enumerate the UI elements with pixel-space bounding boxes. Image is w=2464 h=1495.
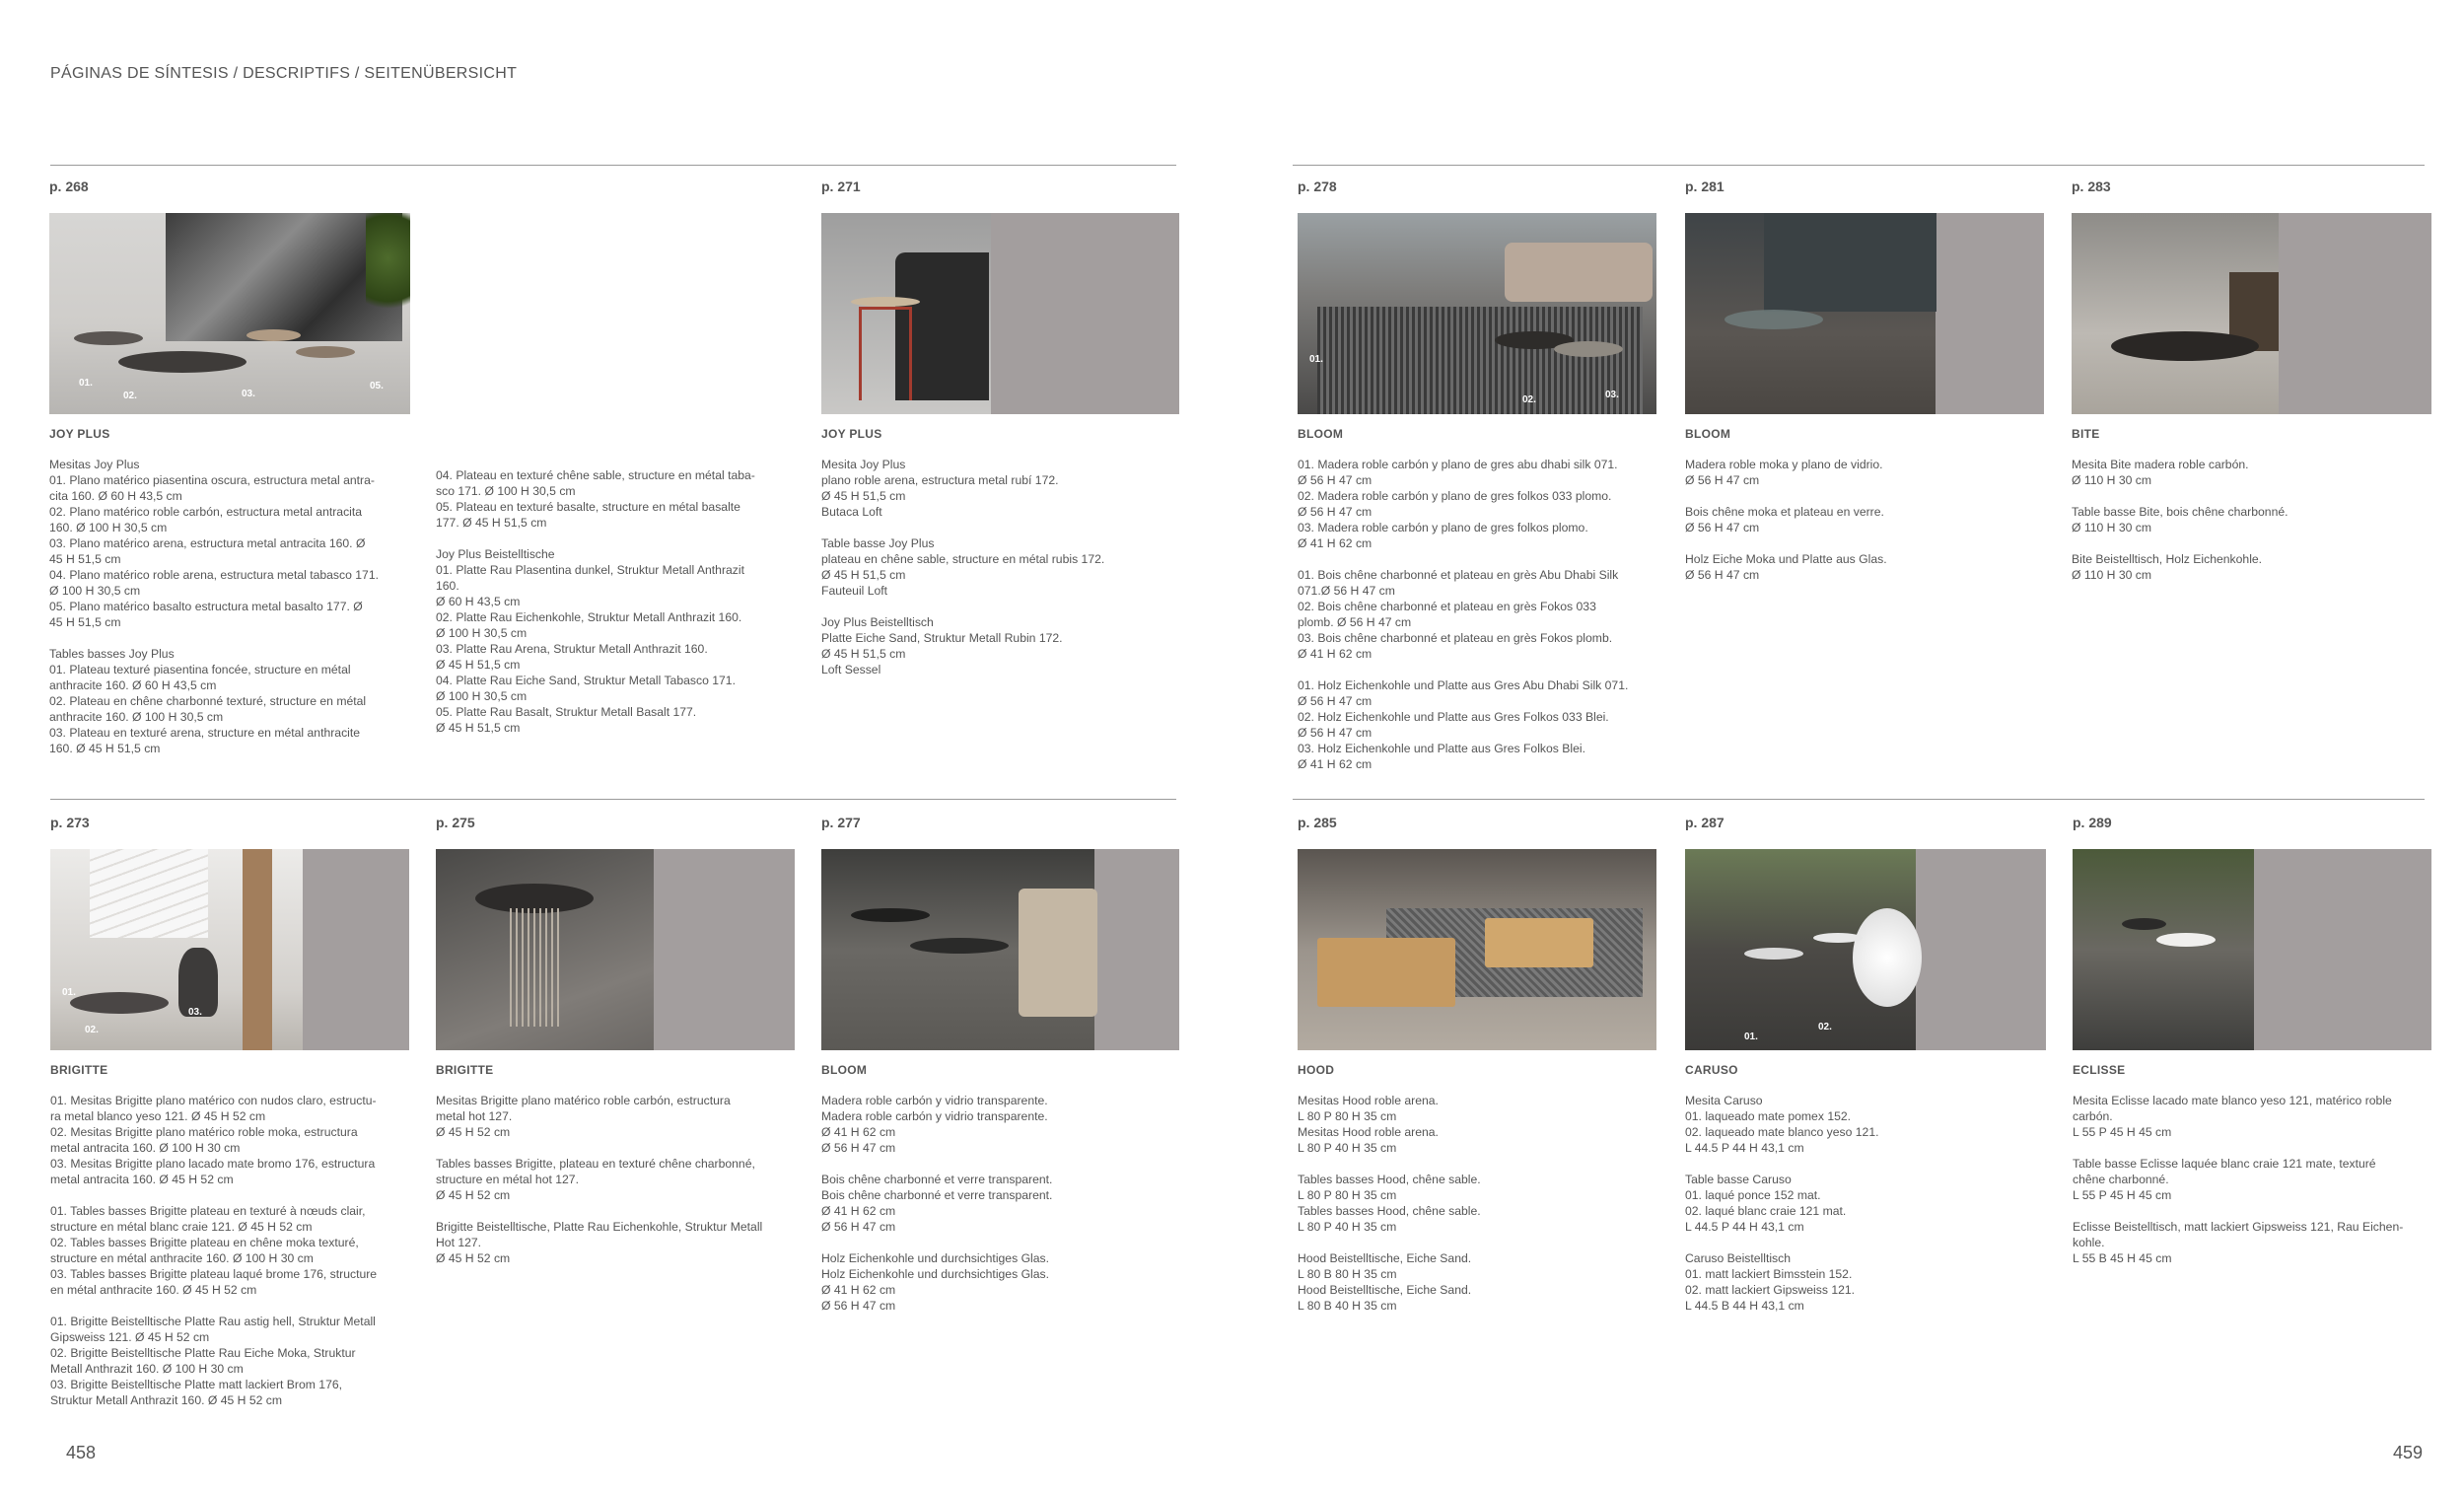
- divider: [50, 165, 1176, 166]
- product-description: Mesita Eclisse lacado mate blanco yeso 121, matérico roble carbón. L 55 P 45 H 45 cm Table basse Eclisse laquée blanc craie 121 mate, texturé chêne charbonné. L 55 P 45 H 45 cm Eclisse Beistelltisch, matt lackiert Gipsweiss 121, Rau Eichen- kohle. L 55 B 45 H 45 cm: [2073, 1094, 2404, 1265]
- item-label: 01.: [62, 987, 76, 998]
- gray-panel: [2279, 213, 2431, 414]
- item-label: 03.: [188, 1007, 202, 1018]
- item-label: 03.: [1605, 390, 1619, 400]
- table-shape: [851, 297, 920, 307]
- page-reference: p. 287: [1685, 815, 1725, 830]
- gray-panel: [1916, 849, 2046, 1050]
- product-title: HOOD: [1298, 1063, 1335, 1077]
- page-reference: p. 289: [2073, 815, 2112, 830]
- table-shape: [1485, 918, 1593, 967]
- page-reference: p. 281: [1685, 178, 1725, 194]
- product-card-bloom-278: [1298, 178, 1656, 772]
- product-title: BLOOM: [1685, 427, 1731, 441]
- product-title: BLOOM: [821, 1063, 868, 1077]
- divider: [1293, 165, 2425, 166]
- product-title: JOY PLUS: [49, 427, 110, 441]
- table-shape: [296, 346, 355, 358]
- table-shape: [1317, 938, 1455, 1007]
- product-description: Mesitas Brigitte plano matérico roble carbón, estructura metal hot 127. Ø 45 H 52 cm Tables basses Brigitte, plateau en texturé chêne charbonné, structure en métal hot 127. Ø 45 H 52 cm Brigitte Beistelltische, Platte Rau Eichenkohle, Struktur Metall Hot 127. Ø 45 H 52 cm: [436, 1094, 763, 1265]
- page-reference: p. 273: [50, 815, 90, 830]
- page-reference: p. 268: [49, 178, 89, 194]
- product-photo: [821, 849, 1179, 1050]
- table-shape: [1813, 933, 1863, 943]
- item-label: 01.: [79, 378, 93, 389]
- product-card-caruso-287: [1685, 815, 2046, 1314]
- plant: [366, 213, 410, 326]
- page-header: PÁGINAS DE SÍNTESIS / DESCRIPTIFS / SEITENÜBERSICHT: [50, 65, 518, 82]
- wood-column: [243, 849, 272, 1050]
- product-description: Mesitas Hood roble arena. L 80 P 80 H 35 cm Mesitas Hood roble arena. L 80 P 40 H 35 cm Tables basses Hood, chêne sable. L 80 P 80 H 35 cm Tables basses Hood, chêne sable. L 80 P 40 H 35 cm Hood Beistelltische, Eiche Sand. L 80 B 80 H 35 cm Hood Beistelltische, Eiche Sand. L 80 B 40 H 35 cm: [1298, 1094, 1481, 1313]
- product-card-eclisse-289: [2073, 815, 2431, 1266]
- product-card-bite-283: [2072, 178, 2431, 583]
- product-photo: [49, 213, 410, 414]
- product-title: JOY PLUS: [821, 427, 882, 441]
- product-photo: [50, 849, 409, 1050]
- table-shape: [851, 908, 930, 922]
- product-card-bloom-277: [821, 815, 1179, 1314]
- page-reference: p. 271: [821, 178, 861, 194]
- product-description: Madera roble carbón y vidrio transparente. Madera roble carbón y vidrio transparente. Ø 41 H 62 cm Ø 56 H 47 cm Bois chêne charbonné et verre transparent. Bois chêne charbonné et verre transparent. Ø 41 H 62 cm Ø 56 H 47 cm Holz Eichenkohle und durchsichtiges Glas. Holz Eichenkohle und durchsichtiges Glas. Ø 41 H 62 cm Ø 56 H 47 cm: [821, 1094, 1053, 1313]
- product-title: ECLISSE: [2073, 1063, 2126, 1077]
- sofa: [1764, 213, 1936, 312]
- product-description: Mesita Bite madera roble carbón. Ø 110 H 30 cm Table basse Bite, bois chêne charbonné. Ø 110 H 30 cm Bite Beistelltisch, Holz Eichenkohle. Ø 110 H 30 cm: [2072, 458, 2288, 582]
- gray-panel: [2254, 849, 2431, 1050]
- product-card-brigitte-275: [436, 815, 795, 1266]
- lamp: [1853, 908, 1922, 1007]
- item-label: 03.: [242, 389, 255, 399]
- page-number-left: 458: [66, 1443, 97, 1462]
- table-shape: [70, 992, 169, 1014]
- table-shape: [74, 331, 143, 345]
- product-photo: [1298, 849, 1656, 1050]
- product-description: Mesita Joy Plus plano roble arena, estructura metal rubí 172. Ø 45 H 51,5 cm Butaca Loft Table basse Joy Plus plateau en chêne sable, structure en métal rubis 172. Ø 45 H 51,5 cm Fauteuil Loft Joy Plus Beistelltisch Platte Eiche Sand, Struktur Metall Rubin 172. Ø 45 H 51,5 cm Loft Sessel: [821, 458, 1105, 676]
- page-number-right: 459: [2393, 1443, 2424, 1462]
- product-description: Mesita Caruso 01. laqueado mate pomex 152. 02. laqueado mate blanco yeso 121. L 44.5 P 44 H 43,1 cm Table basse Caruso 01. laqué ponce 152 mat. 02. laqué blanc craie 121 mat. L 44.5 P 44 H 43,1 cm Caruso Beistelltisch 01. matt lackiert Bimsstein 152. 02. matt lackiert Gipsweiss 121. L 44.5 B 44 H 43,1 cm: [1685, 1094, 1879, 1313]
- divider: [1293, 799, 2425, 800]
- table-shape: [246, 329, 301, 341]
- table-shape: [910, 938, 1009, 954]
- item-label: 02.: [123, 391, 137, 401]
- product-card-brigitte-273: [50, 815, 409, 1408]
- product-title: BRIGITTE: [50, 1063, 108, 1077]
- product-description: Madera roble moka y plano de vidrio. Ø 56 H 47 cm Bois chêne moka et plateau en verre. Ø 56 H 47 cm Holz Eiche Moka und Platte aus Glas. Ø 56 H 47 cm: [1685, 458, 1887, 582]
- product-description: 01. Mesitas Brigitte plano matérico con nudos claro, estructu- ra metal blanco yeso 121. Ø 45 H 52 cm 02. Mesitas Brigitte plano matérico roble moka, estructura metal antracita 160. Ø 100 H 30 cm 03. Mesitas Brigitte plano lacado mate bromo 176, estructura metal antracita 160. Ø 45 H 52 cm 01. Tables basses Brigitte plateau en texturé à nœuds clair, structure en métal blanc craie 121. Ø 45 H 52 cm 02. Tables basses Brigitte plateau en chêne moka texturé, structure en métal anthracite 160. Ø 100 H 30 cm 03. Tables basses Brigitte plateau laqué brome 176, structure en métal anthracite 160. Ø 45 H 52 cm 01. Brigitte Beistelltische Platte Rau astig hell, Struktur Metall Gipsweiss 121. Ø 45 H 52 cm 02. Brigitte Beistelltische Platte Rau Eiche Moka, Struktur Metall Anthrazit 160. Ø 100 H 30 cm 03. Brigitte Beistelltische Platte matt lackiert Brom 176, Struktur Metall Anthrazit 160. Ø 45 H 52 cm: [50, 1094, 378, 1407]
- gray-panel: [654, 849, 795, 1050]
- product-title: BRIGITTE: [436, 1063, 494, 1077]
- table-shape: [1744, 948, 1803, 960]
- item-label: 02.: [1818, 1022, 1832, 1032]
- page-reference: p. 277: [821, 815, 861, 830]
- divider: [50, 799, 1176, 800]
- rug: [1317, 307, 1643, 414]
- gray-panel: [1936, 213, 2044, 414]
- product-card-hood-285: [1298, 815, 1656, 1314]
- item-label: 01.: [1309, 354, 1323, 365]
- product-title: BLOOM: [1298, 427, 1344, 441]
- table-shape: [1725, 310, 1823, 329]
- table-shape: [1554, 341, 1623, 357]
- table-shape: [2156, 933, 2216, 947]
- stair: [90, 849, 208, 938]
- item-label: 02.: [1522, 394, 1536, 405]
- table-shape: [2122, 918, 2166, 930]
- sofa: [1019, 889, 1097, 1017]
- product-title: BITE: [2072, 427, 2100, 441]
- product-photo: [821, 213, 1179, 414]
- page-reference: p. 285: [1298, 815, 1337, 830]
- gray-panel: [1094, 849, 1179, 1050]
- page-reference: p. 275: [436, 815, 475, 830]
- sofa: [1505, 243, 1653, 302]
- table-shape: [118, 351, 246, 373]
- item-label: 05.: [370, 381, 384, 392]
- page-reference: p. 278: [1298, 178, 1337, 194]
- product-photo: [2072, 213, 2431, 414]
- product-description: 04. Plateau en texturé chêne sable, structure en métal taba- sco 171. Ø 100 H 30,5 cm 05. Plateau en texturé basalte, structure en métal basalte 177. Ø 45 H 51,5 cm Joy Plus Beistelltische 01. Platte Rau Plasentina dunkel, Struktur Metall Anthrazit 160. Ø 60 H 43,5 cm 02. Platte Rau Eichenkohle, Struktur Metall Anthrazit 160. Ø 100 H 30,5 cm 03. Platte Rau Arena, Struktur Metall Anthrazit 160. Ø 45 H 51,5 cm 04. Platte Rau Eiche Sand, Struktur Metall Tabasco 171. Ø 100 H 30,5 cm 05. Platte Rau Basalt, Struktur Metall Basalt 177. Ø 45 H 51,5 cm: [436, 468, 755, 735]
- item-label: 02.: [85, 1025, 99, 1035]
- page-reference: p. 283: [2072, 178, 2111, 194]
- table-legs: [859, 307, 912, 400]
- product-photo: [1298, 213, 1656, 414]
- gray-panel: [991, 213, 1179, 414]
- product-description: 01. Madera roble carbón y plano de gres abu dhabi silk 071. Ø 56 H 47 cm 02. Madera roble carbón y plano de gres folkos 033 plomo. Ø 56 H 47 cm 03. Madera roble carbón y plano de gres folkos plomo. Ø 41 H 62 cm 01. Bois chêne charbonné et plateau en grès Abu Dhabi Silk 071.Ø 56 H 47 cm 02. Bois chêne charbonné et plateau en grès Fokos 033 plomb. Ø 56 H 47 cm 03. Bois chêne charbonné et plateau en grès Fokos plomb. Ø 41 H 62 cm 01. Holz Eichenkohle und Platte aus Gres Abu Dhabi Silk 071. Ø 56 H 47 cm 02. Holz Eichenkohle und Platte aus Gres Folkos 033 Blei. Ø 56 H 47 cm 03. Holz Eichenkohle und Platte aus Gres Folkos Blei. Ø 41 H 62 cm: [1298, 458, 1629, 771]
- product-photo: [1685, 849, 2046, 1050]
- gray-panel: [303, 849, 409, 1050]
- table-base: [510, 908, 559, 1027]
- item-label: 01.: [1744, 1032, 1758, 1042]
- product-card-joy-plus-271: [821, 178, 1179, 677]
- product-description-continued: [436, 467, 796, 736]
- table-shape: [2111, 331, 2259, 361]
- product-card-bloom-281: [1685, 178, 2044, 583]
- product-photo: [436, 849, 795, 1050]
- product-card-joy-plus: [49, 178, 410, 756]
- product-photo: [1685, 213, 2044, 414]
- product-photo: [2073, 849, 2431, 1050]
- product-title: CARUSO: [1685, 1063, 1738, 1077]
- product-description: Mesitas Joy Plus 01. Plano matérico piasentina oscura, estructura metal antra- cita 160. Ø 60 H 43,5 cm 02. Plano matérico roble carbón, estructura metal antracita 160. Ø 100 H 30,5 cm 03. Plano matérico arena, estructura metal antracita 160. Ø 45 H 51,5 cm 04. Plano matérico roble arena, estructura metal tabasco 171. Ø 100 H 30,5 cm 05. Plano matérico basalto estructura metal basalto 177. Ø 45 H 51,5 cm Tables basses Joy Plus 01. Plateau texturé piasentina foncée, structure en métal anthracite 160. Ø 60 H 43,5 cm 02. Plateau en chêne charbonné texturé, structure en métal anthracite 160. Ø 100 H 30,5 cm 03. Plateau en texturé arena, structure en métal anthracite 160. Ø 45 H 51,5 cm: [49, 458, 379, 755]
